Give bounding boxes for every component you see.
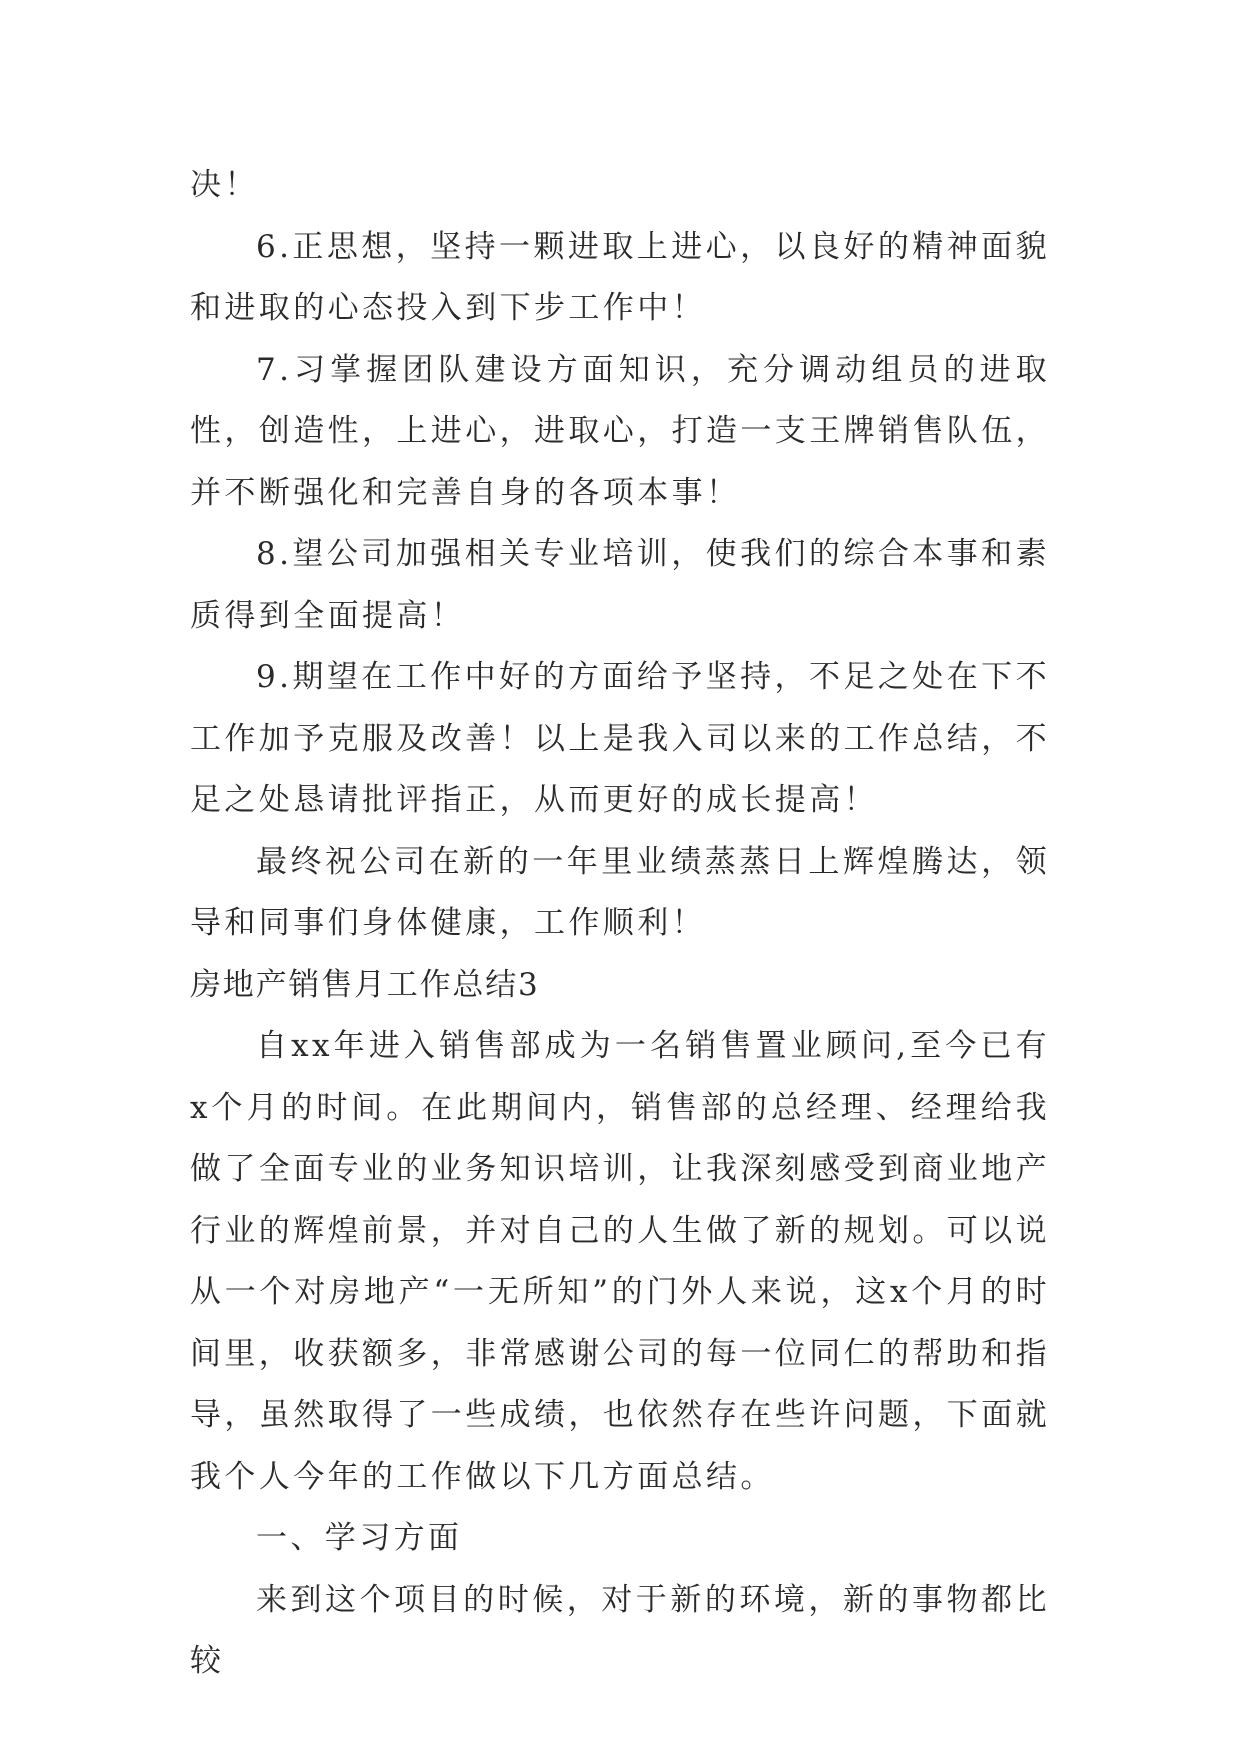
paragraph-item-9: 9.期望在工作中好的方面给予坚持，不足之处在下不工作加予克服及改善！以上是我入司以来的工作总结，不足之处恳请批评指正，从而更好的成长提高！ [190,659,1050,818]
paragraph-study-body: 来到这个项目的时候，对于新的环境，新的事物都比较 [190,1581,1050,1679]
paragraph-item-7: 7.习掌握团队建设方面知识，充分调动组员的进取性，创造性，上进心，进取心，打造一支王牌销售队伍，并不断强化和完善自身的各项本事！ [190,351,1050,511]
paragraph-intro: 自xx年进入销售部成为一名销售置业顾问,至今已有x个月的时间。在此期间内，销售部的总经理、经理给我做了全面专业的业务知识培训，让我深刻感受到商业地产行业的辉煌前景，并对自己的人生做了新的规划。可以说从一个对房地产“一无所知”的门外人来说，这x个月的时间里，收获额多，非常感谢公司的每一位同仁的帮助和指导，虽然取得了一些成绩，也依然存在些许问题，下面就我个人今年的工作做以下几方面总结。 [190,1028,1050,1495]
section-title: 房地产销售月工作总结3 [190,966,540,1003]
paragraph-item-8: 8.望公司加强相关专业培训，使我们的综合本事和素质得到全面提高！ [190,536,1050,634]
paragraph-closing: 最终祝公司在新的一年里业绩蒸蒸日上辉煌腾达，领导和同事们身体健康，工作顺利！ [190,843,1050,941]
document-body [190,155,1050,1693]
paragraph-continued: 决！ [190,167,259,203]
section-heading-study: 一、学习方面 [256,1520,463,1556]
paragraph-item-6: 6.正思想，坚持一颗进取上进心，以良好的精神面貌和进取的心态投入到下步工作中！ [190,228,1050,326]
